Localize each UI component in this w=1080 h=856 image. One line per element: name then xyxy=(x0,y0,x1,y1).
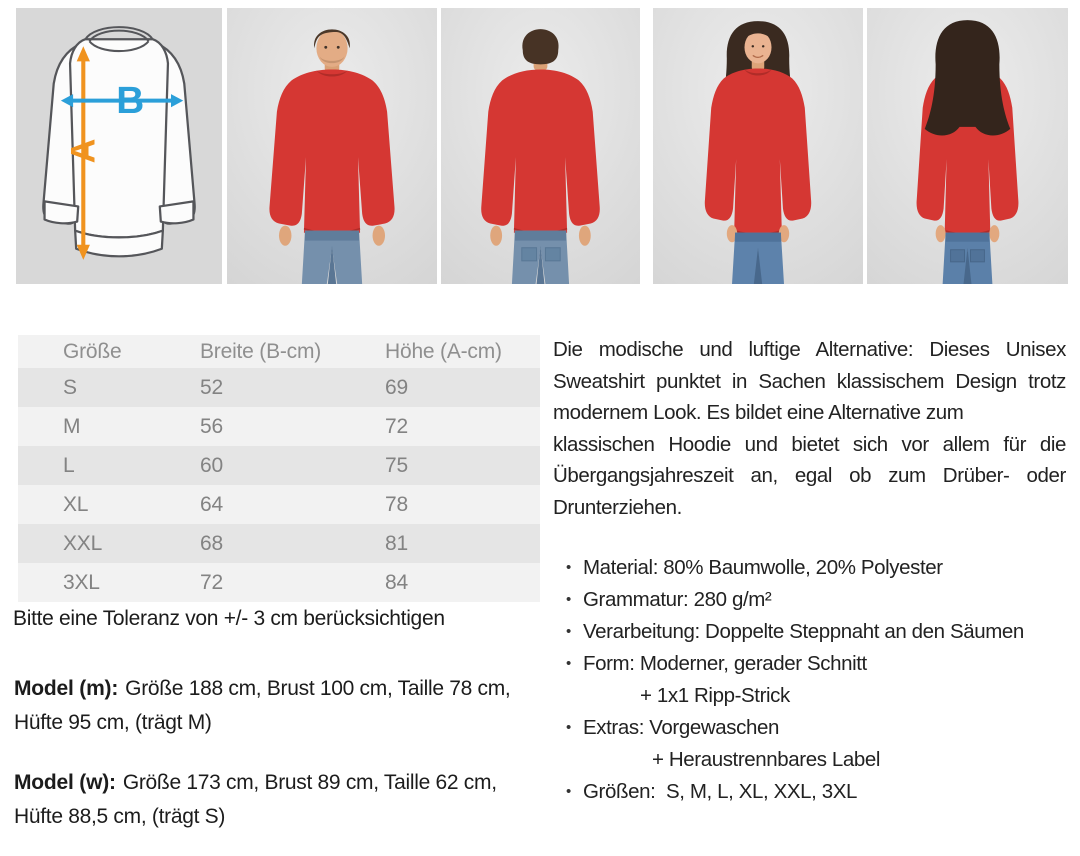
feature-item-ripp-strick xyxy=(553,680,1073,712)
size-table-header-row xyxy=(18,335,540,368)
model-male-back-photo xyxy=(441,8,640,284)
feature-item-verarbeitung xyxy=(553,616,1073,648)
cell-size: L xyxy=(18,446,155,485)
feature-text: Grammatur: 280 g/m² xyxy=(583,588,772,611)
bullet-icon: • xyxy=(566,559,571,576)
table-row xyxy=(18,485,540,524)
cell-width: 60 xyxy=(155,446,340,485)
male-front-illustration xyxy=(227,8,437,284)
bullet-icon: • xyxy=(566,623,571,640)
cell-size: S xyxy=(18,368,155,407)
cell-size: 3XL xyxy=(18,563,155,602)
model-w-line1: Größe 173 cm, Brust 89 cm, Taille 62 cm, xyxy=(122,771,497,794)
feature-text: + Heraustrennbares Label xyxy=(652,748,881,771)
feature-text: Größen: S, M, L, XL, XXL, 3XL xyxy=(583,780,857,803)
cell-width: 64 xyxy=(155,485,340,524)
cell-width: 56 xyxy=(155,407,340,446)
size-diagram-image xyxy=(16,8,222,284)
cell-height: 69 xyxy=(340,368,540,407)
cell-height: 84 xyxy=(340,563,540,602)
cell-height: 75 xyxy=(340,446,540,485)
model-w-line2: Hüfte 88,5 cm, (trägt S) xyxy=(14,804,226,828)
cell-size: M xyxy=(18,407,155,446)
sweatshirt xyxy=(705,68,811,238)
model-male-front-photo xyxy=(227,8,437,284)
female-front-illustration xyxy=(653,8,863,284)
model-female-front-photo xyxy=(653,8,863,284)
feature-text: Extras: Vorgewaschen xyxy=(583,716,779,739)
label-a: A xyxy=(64,138,103,164)
bullet-icon: • xyxy=(566,655,571,672)
feature-text: Form: Moderner, gerader Schnitt xyxy=(583,652,867,675)
description-line: klassischen Hoodie und bietet sich vor allem für die xyxy=(553,432,1066,456)
feature-item-material xyxy=(553,552,1073,584)
male-back-illustration xyxy=(441,8,640,284)
col-header-width: Breite (B-cm) xyxy=(155,335,340,368)
model-m-info xyxy=(14,672,554,739)
cell-width: 52 xyxy=(155,368,340,407)
cell-size: XL xyxy=(18,485,155,524)
bullet-icon: • xyxy=(566,783,571,800)
model-m-line2: Hüfte 95 cm, (trägt M) xyxy=(14,710,212,734)
col-header-size: Größe xyxy=(18,335,155,368)
model-m-label: Model (m): xyxy=(14,677,119,700)
cell-height: 78 xyxy=(340,485,540,524)
hair xyxy=(522,29,558,64)
table-row xyxy=(18,563,540,602)
col-header-height: Höhe (A-cm) xyxy=(340,335,540,368)
description-line: Drunterziehen. xyxy=(553,495,682,519)
product-description xyxy=(553,334,1066,523)
sweatshirt-measure-diagram xyxy=(16,8,222,284)
description-line: Übergangsjahreszeit an, egal ob zum Drüber- oder xyxy=(553,464,1066,487)
table-row xyxy=(18,446,540,485)
description-line: modernem Look. Es bildet eine Alternative zum xyxy=(553,401,964,424)
table-row xyxy=(18,368,540,407)
label-b: B xyxy=(116,79,145,123)
bullet-icon: • xyxy=(566,719,571,736)
cell-height: 81 xyxy=(340,524,540,563)
feature-item-label xyxy=(553,744,1073,776)
female-back-illustration xyxy=(867,8,1068,284)
cell-height: 72 xyxy=(340,407,540,446)
feature-text: Material: 80% Baumwolle, 20% Polyester xyxy=(583,556,943,579)
cell-width: 72 xyxy=(155,563,340,602)
tolerance-note: Bitte eine Toleranz von +/- 3 cm berücksichtigen xyxy=(13,607,445,630)
feature-item-groessen xyxy=(553,776,1073,808)
cell-width: 68 xyxy=(155,524,340,563)
sweatshirt xyxy=(481,69,600,237)
feature-item-extras xyxy=(553,712,1073,744)
feature-text: + 1x1 Ripp-Strick xyxy=(640,684,790,707)
cell-size: XXL xyxy=(18,524,155,563)
description-line: Die modische und luftige Alternative: Dieses Unisex xyxy=(553,338,1066,361)
table-row xyxy=(18,524,540,563)
feature-item-form xyxy=(553,648,1073,680)
description-line: Sweatshirt punktet in Sachen klassischem Design trotz xyxy=(553,369,1066,393)
model-m-line1: Größe 188 cm, Brust 100 cm, Taille 78 cm, xyxy=(125,677,511,700)
sweatshirt xyxy=(269,69,394,237)
model-w-info xyxy=(14,766,554,833)
feature-list xyxy=(553,552,1073,808)
model-w-label: Model (w): xyxy=(14,771,116,794)
feature-item-grammatur xyxy=(553,584,1073,616)
bullet-icon: • xyxy=(566,591,571,608)
size-table xyxy=(18,335,540,602)
feature-text: Verarbeitung: Doppelte Steppnaht an den Säumen xyxy=(583,620,1024,643)
model-female-back-photo xyxy=(867,8,1068,284)
table-row xyxy=(18,407,540,446)
